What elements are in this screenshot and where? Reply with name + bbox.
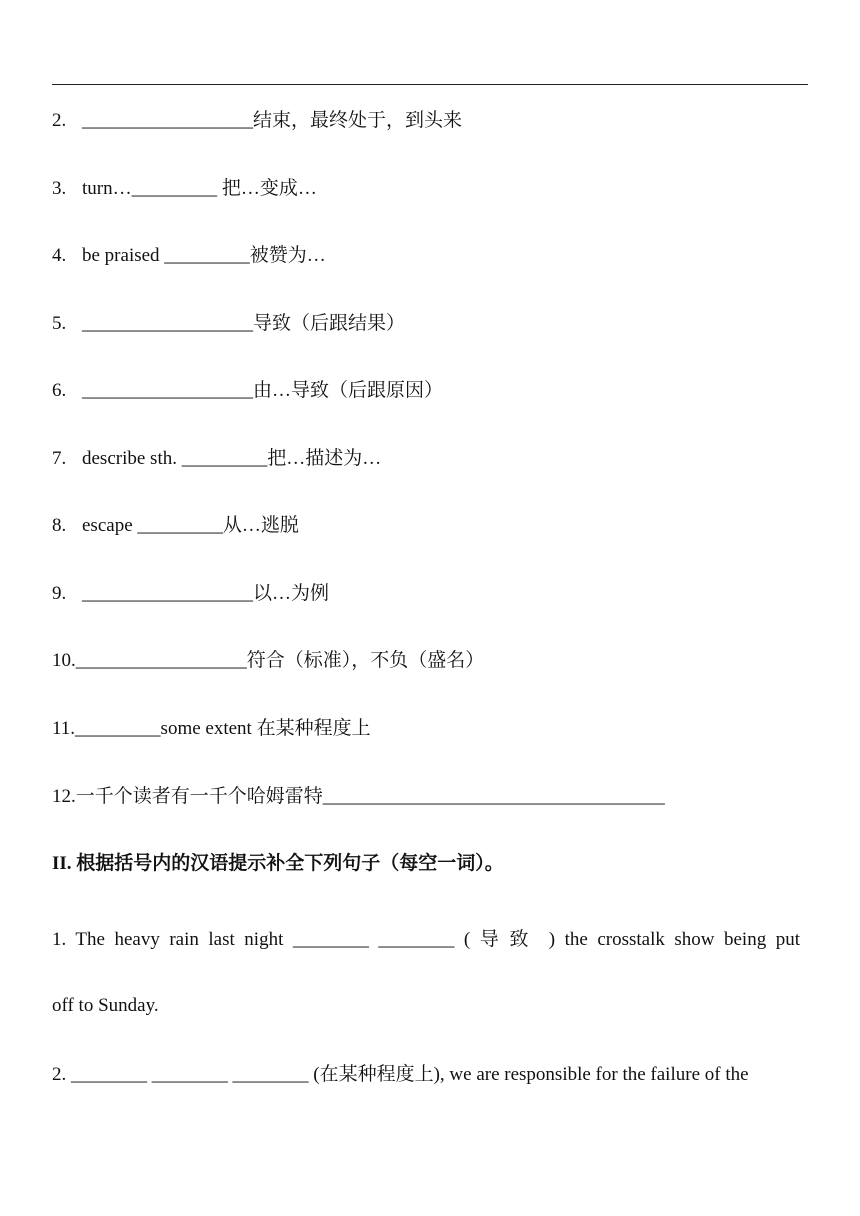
list-item [52, 243, 326, 269]
item-text: be praised _________被赞为… [82, 245, 326, 266]
list-item [52, 108, 462, 134]
sentence-1-line-2: off to Sunday. [52, 995, 159, 1016]
item-text: describe sth. _________把…描述为… [82, 448, 382, 469]
item-number: 7. [52, 448, 67, 469]
item-text: 一千个读者有一千个哈姆雷特____________________________________ [75, 786, 665, 807]
item-number: 2. [52, 110, 67, 131]
item-text: _________some extent 在某种程度上 [75, 718, 371, 739]
list-item [52, 716, 371, 742]
item-number: 4. [52, 245, 67, 266]
item-number: 5. [52, 313, 67, 334]
list-item [52, 378, 443, 404]
sentence-1 [52, 926, 800, 953]
list-item [52, 648, 484, 674]
list-item [52, 311, 405, 337]
sentence-1-continued [52, 993, 800, 1019]
list-item [52, 176, 317, 202]
item-text: __________________由…导致（后跟原因） [82, 380, 444, 401]
item-text: __________________符合（标准），不负（盛名） [75, 650, 485, 671]
item-text: __________________结束，最终处于，到头来 [82, 110, 463, 131]
item-text: __________________导致（后跟结果） [82, 313, 406, 334]
item-number: 8. [52, 515, 67, 536]
list-item [52, 513, 299, 539]
sentence-2-after: ), we are responsible for the failure of the [433, 1064, 749, 1085]
item-text: __________________以…为例 [82, 583, 330, 604]
section-heading: II. 根据括号内的汉语提示补全下列句子（每空一词）。 [52, 853, 504, 874]
list-item [52, 446, 381, 472]
sentence-2-hint: 在某种程度上 [319, 1063, 434, 1085]
sentence-2 [52, 1061, 800, 1088]
item-number: 3. [52, 178, 67, 199]
list-item [52, 581, 329, 607]
item-number: 6. [52, 380, 67, 401]
sentence-1-before: 1. The heavy rain last night ________ ________ ( [52, 929, 471, 950]
item-number: 11. [52, 718, 76, 739]
sentence-1-hint: 导致 [479, 928, 540, 950]
item-text: escape _________从…逃脱 [82, 515, 299, 536]
item-number: 10. [52, 650, 76, 671]
list-item [52, 784, 665, 810]
header-rule [52, 84, 808, 85]
sentence-1-line-1 [52, 926, 800, 953]
item-number: 12. [52, 786, 76, 807]
item-number: 9. [52, 583, 67, 604]
sentence-2-before: 2. ________ ________ ________ ( [52, 1064, 320, 1085]
sentence-1-after: ) the crosstalk show being put [548, 929, 801, 950]
item-text: turn…_________ 把…变成… [82, 178, 317, 199]
